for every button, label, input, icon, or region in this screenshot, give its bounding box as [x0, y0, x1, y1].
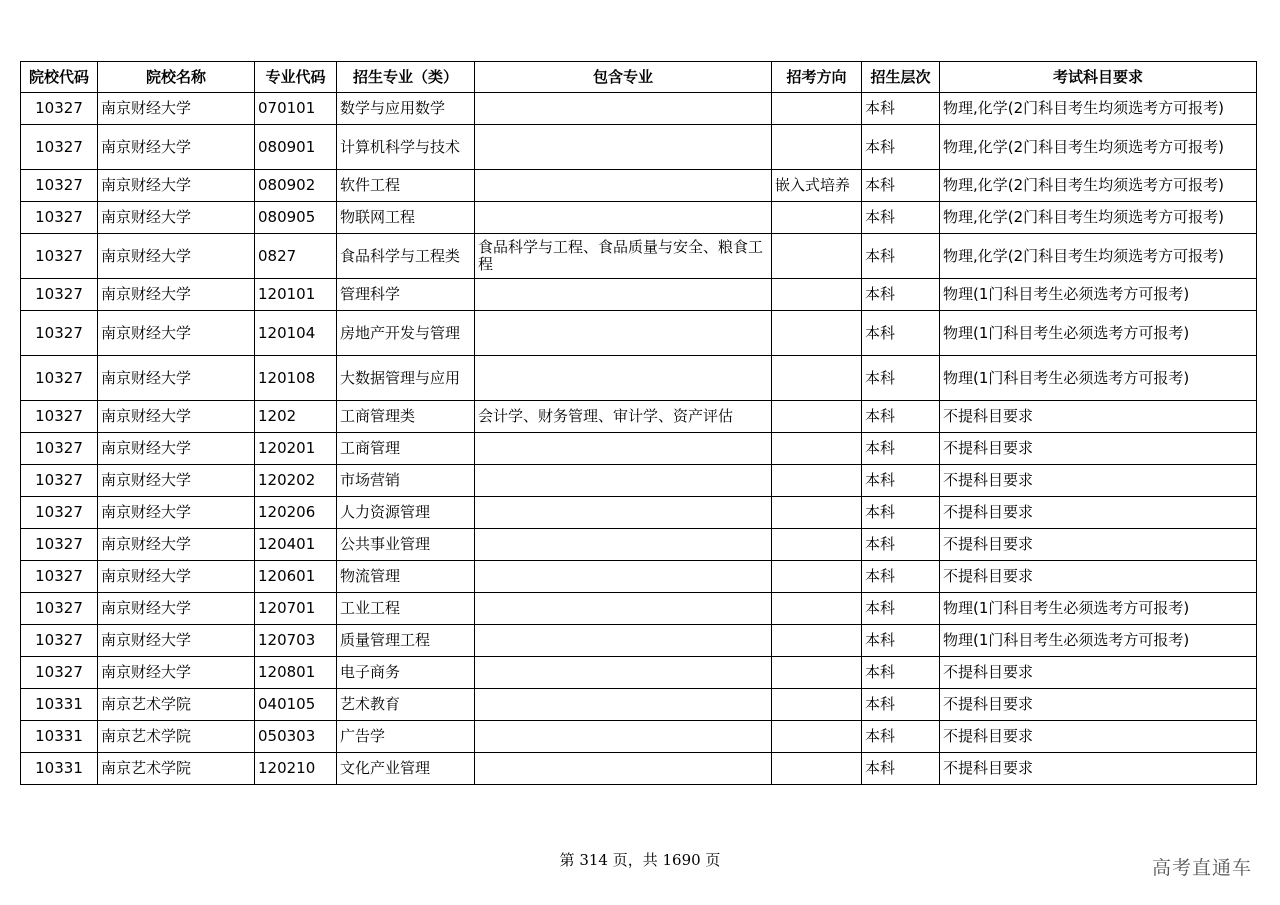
- major-code-cell: 120801: [255, 657, 337, 689]
- subject-requirements-cell: 物理,化学(2门科目考生均须选考方可报考): [940, 170, 1257, 202]
- school-name-cell: 南京财经大学: [98, 311, 255, 356]
- direction-cell: [772, 202, 862, 234]
- subject-requirements-cell: 物理(1门科目考生必须选考方可报考): [940, 593, 1257, 625]
- subject-requirements-cell: 物理,化学(2门科目考生均须选考方可报考): [940, 93, 1257, 125]
- level-cell: 本科: [862, 753, 940, 785]
- subject-requirements-cell: 物理,化学(2门科目考生均须选考方可报考): [940, 234, 1257, 279]
- major-name-cell: 市场营销: [337, 465, 475, 497]
- direction-cell: [772, 625, 862, 657]
- school-code-cell: 10327: [21, 202, 98, 234]
- major-name-cell: 计算机科学与技术: [337, 125, 475, 170]
- subject-requirements-cell: 不提科目要求: [940, 657, 1257, 689]
- direction-cell: [772, 561, 862, 593]
- included-majors-cell: [475, 93, 772, 125]
- school-code-cell: 10331: [21, 721, 98, 753]
- major-name-cell: 电子商务: [337, 657, 475, 689]
- direction-cell: [772, 311, 862, 356]
- direction-cell: [772, 401, 862, 433]
- table-row: [21, 279, 1257, 311]
- major-code-cell: 120703: [255, 625, 337, 657]
- table-row: [21, 497, 1257, 529]
- level-cell: 本科: [862, 311, 940, 356]
- school-name-cell: 南京财经大学: [98, 125, 255, 170]
- major-name-cell: 物联网工程: [337, 202, 475, 234]
- school-name-cell: 南京财经大学: [98, 170, 255, 202]
- level-cell: 本科: [862, 170, 940, 202]
- major-name-cell: 工商管理: [337, 433, 475, 465]
- direction-cell: [772, 529, 862, 561]
- school-code-cell: 10327: [21, 433, 98, 465]
- direction-cell: [772, 593, 862, 625]
- header-direction: 招考方向: [772, 62, 862, 93]
- level-cell: 本科: [862, 497, 940, 529]
- level-cell: 本科: [862, 202, 940, 234]
- table-row: [21, 356, 1257, 401]
- major-name-cell: 艺术教育: [337, 689, 475, 721]
- major-name-cell: 物流管理: [337, 561, 475, 593]
- school-name-cell: 南京财经大学: [98, 465, 255, 497]
- direction-cell: [772, 93, 862, 125]
- included-majors-cell: [475, 497, 772, 529]
- school-code-cell: 10327: [21, 593, 98, 625]
- included-majors-cell: [475, 753, 772, 785]
- level-cell: 本科: [862, 279, 940, 311]
- major-code-cell: 120104: [255, 311, 337, 356]
- subject-requirements-cell: 不提科目要求: [940, 529, 1257, 561]
- major-code-cell: 040105: [255, 689, 337, 721]
- subject-requirements-cell: 不提科目要求: [940, 465, 1257, 497]
- major-name-cell: 数学与应用数学: [337, 93, 475, 125]
- subject-requirements-cell: 不提科目要求: [940, 721, 1257, 753]
- major-code-cell: 070101: [255, 93, 337, 125]
- watermark: 高考直通车: [1151, 857, 1252, 879]
- school-name-cell: 南京财经大学: [98, 202, 255, 234]
- direction-cell: [772, 657, 862, 689]
- subject-requirements-cell: 不提科目要求: [940, 401, 1257, 433]
- admissions-table: [20, 61, 1257, 785]
- table-row: [21, 170, 1257, 202]
- school-name-cell: 南京财经大学: [98, 561, 255, 593]
- direction-cell: [772, 125, 862, 170]
- major-name-cell: 广告学: [337, 721, 475, 753]
- school-name-cell: 南京财经大学: [98, 401, 255, 433]
- subject-requirements-cell: 物理(1门科目考生必须选考方可报考): [940, 311, 1257, 356]
- page-number: 第 314 页，共 1690 页: [559, 851, 721, 869]
- level-cell: 本科: [862, 561, 940, 593]
- level-cell: 本科: [862, 465, 940, 497]
- school-name-cell: 南京财经大学: [98, 593, 255, 625]
- school-code-cell: 10327: [21, 529, 98, 561]
- subject-requirements-cell: 物理(1门科目考生必须选考方可报考): [940, 279, 1257, 311]
- major-name-cell: 食品科学与工程类: [337, 234, 475, 279]
- school-code-cell: 10327: [21, 465, 98, 497]
- school-name-cell: 南京财经大学: [98, 625, 255, 657]
- major-code-cell: 080905: [255, 202, 337, 234]
- subject-requirements-cell: 物理(1门科目考生必须选考方可报考): [940, 356, 1257, 401]
- school-name-cell: 南京财经大学: [98, 356, 255, 401]
- direction-cell: [772, 465, 862, 497]
- school-name-cell: 南京财经大学: [98, 279, 255, 311]
- included-majors-cell: [475, 657, 772, 689]
- level-cell: 本科: [862, 689, 940, 721]
- table-header: [21, 62, 1257, 93]
- table-row: [21, 93, 1257, 125]
- major-name-cell: 房地产开发与管理: [337, 311, 475, 356]
- included-majors-cell: [475, 170, 772, 202]
- major-code-cell: 1202: [255, 401, 337, 433]
- table-row: [21, 311, 1257, 356]
- major-code-cell: 120201: [255, 433, 337, 465]
- table-row: [21, 465, 1257, 497]
- table-row: [21, 529, 1257, 561]
- major-code-cell: 120210: [255, 753, 337, 785]
- table-row: [21, 593, 1257, 625]
- level-cell: 本科: [862, 93, 940, 125]
- included-majors-cell: 会计学、财务管理、审计学、资产评估: [475, 401, 772, 433]
- major-name-cell: 管理科学: [337, 279, 475, 311]
- major-name-cell: 公共事业管理: [337, 529, 475, 561]
- school-code-cell: 10327: [21, 657, 98, 689]
- major-name-cell: 软件工程: [337, 170, 475, 202]
- level-cell: 本科: [862, 356, 940, 401]
- subject-requirements-cell: 物理,化学(2门科目考生均须选考方可报考): [940, 202, 1257, 234]
- major-code-cell: 120101: [255, 279, 337, 311]
- subject-requirements-cell: 不提科目要求: [940, 433, 1257, 465]
- subject-requirements-cell: 不提科目要求: [940, 561, 1257, 593]
- included-majors-cell: [475, 202, 772, 234]
- direction-cell: [772, 753, 862, 785]
- school-code-cell: 10327: [21, 625, 98, 657]
- table-row: [21, 125, 1257, 170]
- major-code-cell: 120701: [255, 593, 337, 625]
- header-level: 招生层次: [862, 62, 940, 93]
- table-row: [21, 689, 1257, 721]
- level-cell: 本科: [862, 657, 940, 689]
- school-code-cell: 10327: [21, 170, 98, 202]
- table-row: [21, 657, 1257, 689]
- included-majors-cell: [475, 529, 772, 561]
- subject-requirements-cell: 物理(1门科目考生必须选考方可报考): [940, 625, 1257, 657]
- level-cell: 本科: [862, 529, 940, 561]
- school-code-cell: 10327: [21, 234, 98, 279]
- level-cell: 本科: [862, 401, 940, 433]
- school-code-cell: 10327: [21, 93, 98, 125]
- school-code-cell: 10331: [21, 753, 98, 785]
- header-major-name: 招生专业（类）: [337, 62, 475, 93]
- major-code-cell: 120401: [255, 529, 337, 561]
- school-code-cell: 10327: [21, 311, 98, 356]
- major-code-cell: 120108: [255, 356, 337, 401]
- direction-cell: [772, 721, 862, 753]
- header-major-code: 专业代码: [255, 62, 337, 93]
- school-code-cell: 10327: [21, 497, 98, 529]
- included-majors-cell: [475, 125, 772, 170]
- header-row: [21, 62, 1257, 93]
- direction-cell: 嵌入式培养: [772, 170, 862, 202]
- included-majors-cell: [475, 721, 772, 753]
- school-name-cell: 南京财经大学: [98, 529, 255, 561]
- direction-cell: [772, 689, 862, 721]
- table-row: [21, 753, 1257, 785]
- school-name-cell: 南京财经大学: [98, 234, 255, 279]
- level-cell: 本科: [862, 433, 940, 465]
- included-majors-cell: [475, 561, 772, 593]
- table-row: [21, 234, 1257, 279]
- included-majors-cell: [475, 593, 772, 625]
- direction-cell: [772, 356, 862, 401]
- school-code-cell: 10327: [21, 125, 98, 170]
- header-school-code: 院校代码: [21, 62, 98, 93]
- table-row: [21, 561, 1257, 593]
- school-name-cell: 南京财经大学: [98, 657, 255, 689]
- included-majors-cell: 食品科学与工程、食品质量与安全、粮食工程: [475, 234, 772, 279]
- included-majors-cell: [475, 689, 772, 721]
- school-name-cell: 南京艺术学院: [98, 721, 255, 753]
- major-code-cell: 120206: [255, 497, 337, 529]
- school-name-cell: 南京财经大学: [98, 93, 255, 125]
- subject-requirements-cell: 不提科目要求: [940, 753, 1257, 785]
- table-row: [21, 401, 1257, 433]
- included-majors-cell: [475, 433, 772, 465]
- table-row: [21, 721, 1257, 753]
- table-row: [21, 625, 1257, 657]
- major-name-cell: 大数据管理与应用: [337, 356, 475, 401]
- school-name-cell: 南京艺术学院: [98, 689, 255, 721]
- direction-cell: [772, 497, 862, 529]
- table-row: [21, 202, 1257, 234]
- major-name-cell: 工商管理类: [337, 401, 475, 433]
- level-cell: 本科: [862, 721, 940, 753]
- major-name-cell: 人力资源管理: [337, 497, 475, 529]
- school-code-cell: 10327: [21, 561, 98, 593]
- level-cell: 本科: [862, 593, 940, 625]
- header-included-majors: 包含专业: [475, 62, 772, 93]
- major-code-cell: 050303: [255, 721, 337, 753]
- school-name-cell: 南京财经大学: [98, 497, 255, 529]
- major-code-cell: 120601: [255, 561, 337, 593]
- school-name-cell: 南京艺术学院: [98, 753, 255, 785]
- header-school-name: 院校名称: [98, 62, 255, 93]
- school-code-cell: 10327: [21, 356, 98, 401]
- level-cell: 本科: [862, 625, 940, 657]
- table-body: [21, 93, 1257, 785]
- level-cell: 本科: [862, 234, 940, 279]
- school-code-cell: 10331: [21, 689, 98, 721]
- major-code-cell: 120202: [255, 465, 337, 497]
- included-majors-cell: [475, 356, 772, 401]
- major-name-cell: 文化产业管理: [337, 753, 475, 785]
- level-cell: 本科: [862, 125, 940, 170]
- subject-requirements-cell: 物理,化学(2门科目考生均须选考方可报考): [940, 125, 1257, 170]
- included-majors-cell: [475, 465, 772, 497]
- school-code-cell: 10327: [21, 279, 98, 311]
- major-code-cell: 0827: [255, 234, 337, 279]
- direction-cell: [772, 234, 862, 279]
- major-code-cell: 080902: [255, 170, 337, 202]
- school-name-cell: 南京财经大学: [98, 433, 255, 465]
- direction-cell: [772, 279, 862, 311]
- subject-requirements-cell: 不提科目要求: [940, 497, 1257, 529]
- school-code-cell: 10327: [21, 401, 98, 433]
- included-majors-cell: [475, 311, 772, 356]
- included-majors-cell: [475, 625, 772, 657]
- major-name-cell: 工业工程: [337, 593, 475, 625]
- direction-cell: [772, 433, 862, 465]
- subject-requirements-cell: 不提科目要求: [940, 689, 1257, 721]
- major-name-cell: 质量管理工程: [337, 625, 475, 657]
- table-row: [21, 433, 1257, 465]
- major-code-cell: 080901: [255, 125, 337, 170]
- included-majors-cell: [475, 279, 772, 311]
- header-subject-requirements: 考试科目要求: [940, 62, 1257, 93]
